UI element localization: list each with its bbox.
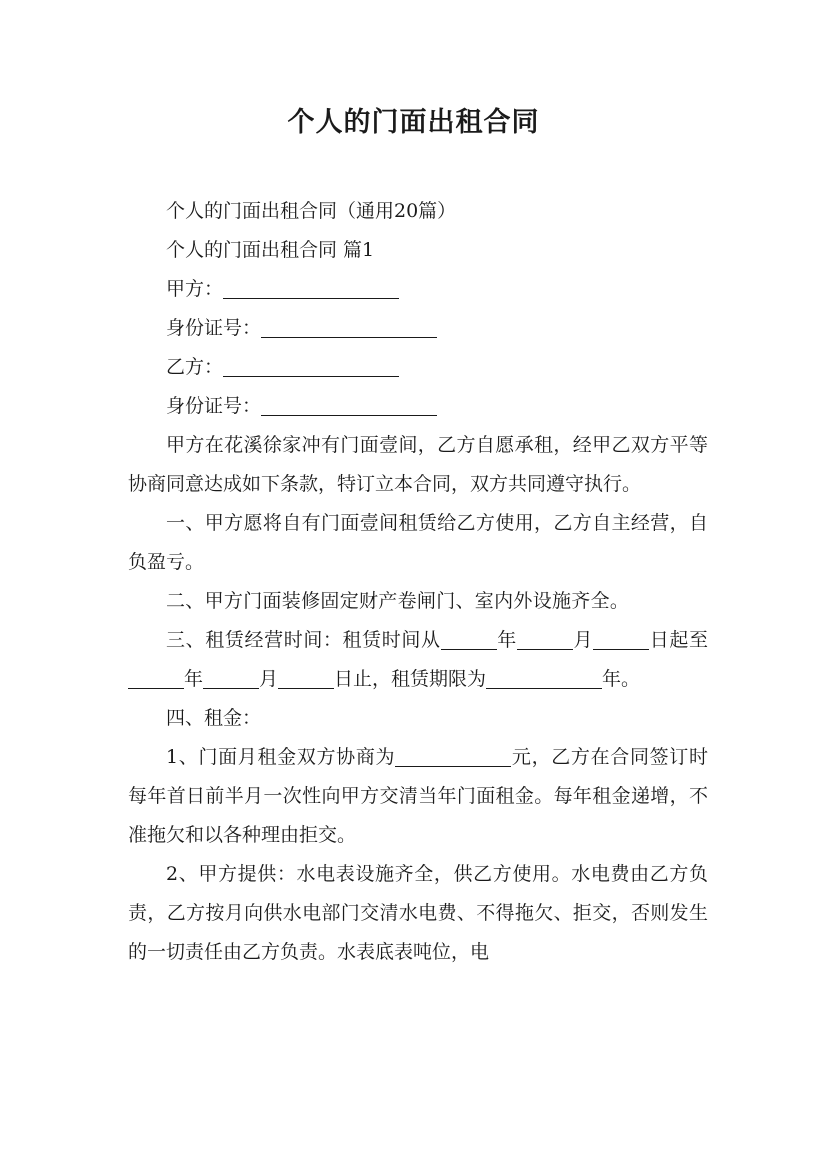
monthly-rent-blank	[395, 744, 511, 767]
party-a-id-line	[128, 309, 708, 348]
rent-item-2: 2、甲方提供：水电表设施齐全，供乙方使用。水电费由乙方负责，乙方按月向供水电部门交清水电费、不得拖欠、拒交，否则发生的一切责任由乙方负责。水表底表吨位，电	[128, 863, 708, 963]
party-b-label: 乙方：	[166, 356, 224, 378]
section-heading: 个人的门面出租合同 篇1	[166, 239, 375, 261]
id-label: 身份证号：	[166, 317, 262, 339]
clause-1: 一、甲方愿将自有门面壹间租赁给乙方使用，乙方自主经营，自负盈亏。	[128, 512, 708, 573]
end-year-blank	[128, 666, 184, 689]
clause-2: 二、甲方门面装修固定财产卷闸门、室内外设施齐全。	[166, 590, 630, 612]
start-year-blank	[441, 627, 497, 650]
clause-3: 三、租赁经营时间：租赁时间从 年 月 日起至年 月 日止，租赁期限为 年。	[128, 621, 708, 699]
preamble-paragraph: 甲方在花溪徐家冲有门面壹间，乙方自愿承租，经甲乙双方平等协商同意达成如下条款，特订立本合同，双方共同遵守执行。	[128, 434, 708, 495]
intro-line: 个人的门面出租合同（通用20篇）	[166, 200, 457, 222]
party-a-line	[128, 270, 708, 309]
document-title: 个人的门面出租合同	[287, 107, 540, 138]
end-month-blank	[203, 666, 259, 689]
id-label: 身份证号：	[166, 395, 262, 417]
start-day-blank	[593, 627, 649, 650]
party-a-id-blank	[261, 315, 437, 338]
party-a-blank	[223, 276, 399, 299]
end-day-blank	[278, 666, 334, 689]
document-body	[128, 192, 708, 972]
rent-item-1: 1、门面月租金双方协商为 元，乙方在合同签订时每年首日前半月一次性向甲方交清当年门面租金。每年租金递增，不准拖欠和以各种理由拒交。	[128, 746, 708, 846]
term-blank	[486, 666, 602, 689]
party-a-label: 甲方：	[166, 278, 224, 300]
clause-4-heading: 四、租金：	[166, 707, 262, 729]
party-b-id-blank	[261, 393, 437, 416]
party-b-blank	[223, 354, 399, 377]
party-b-id-line	[128, 387, 708, 426]
party-b-line	[128, 348, 708, 387]
start-month-blank	[517, 627, 573, 650]
